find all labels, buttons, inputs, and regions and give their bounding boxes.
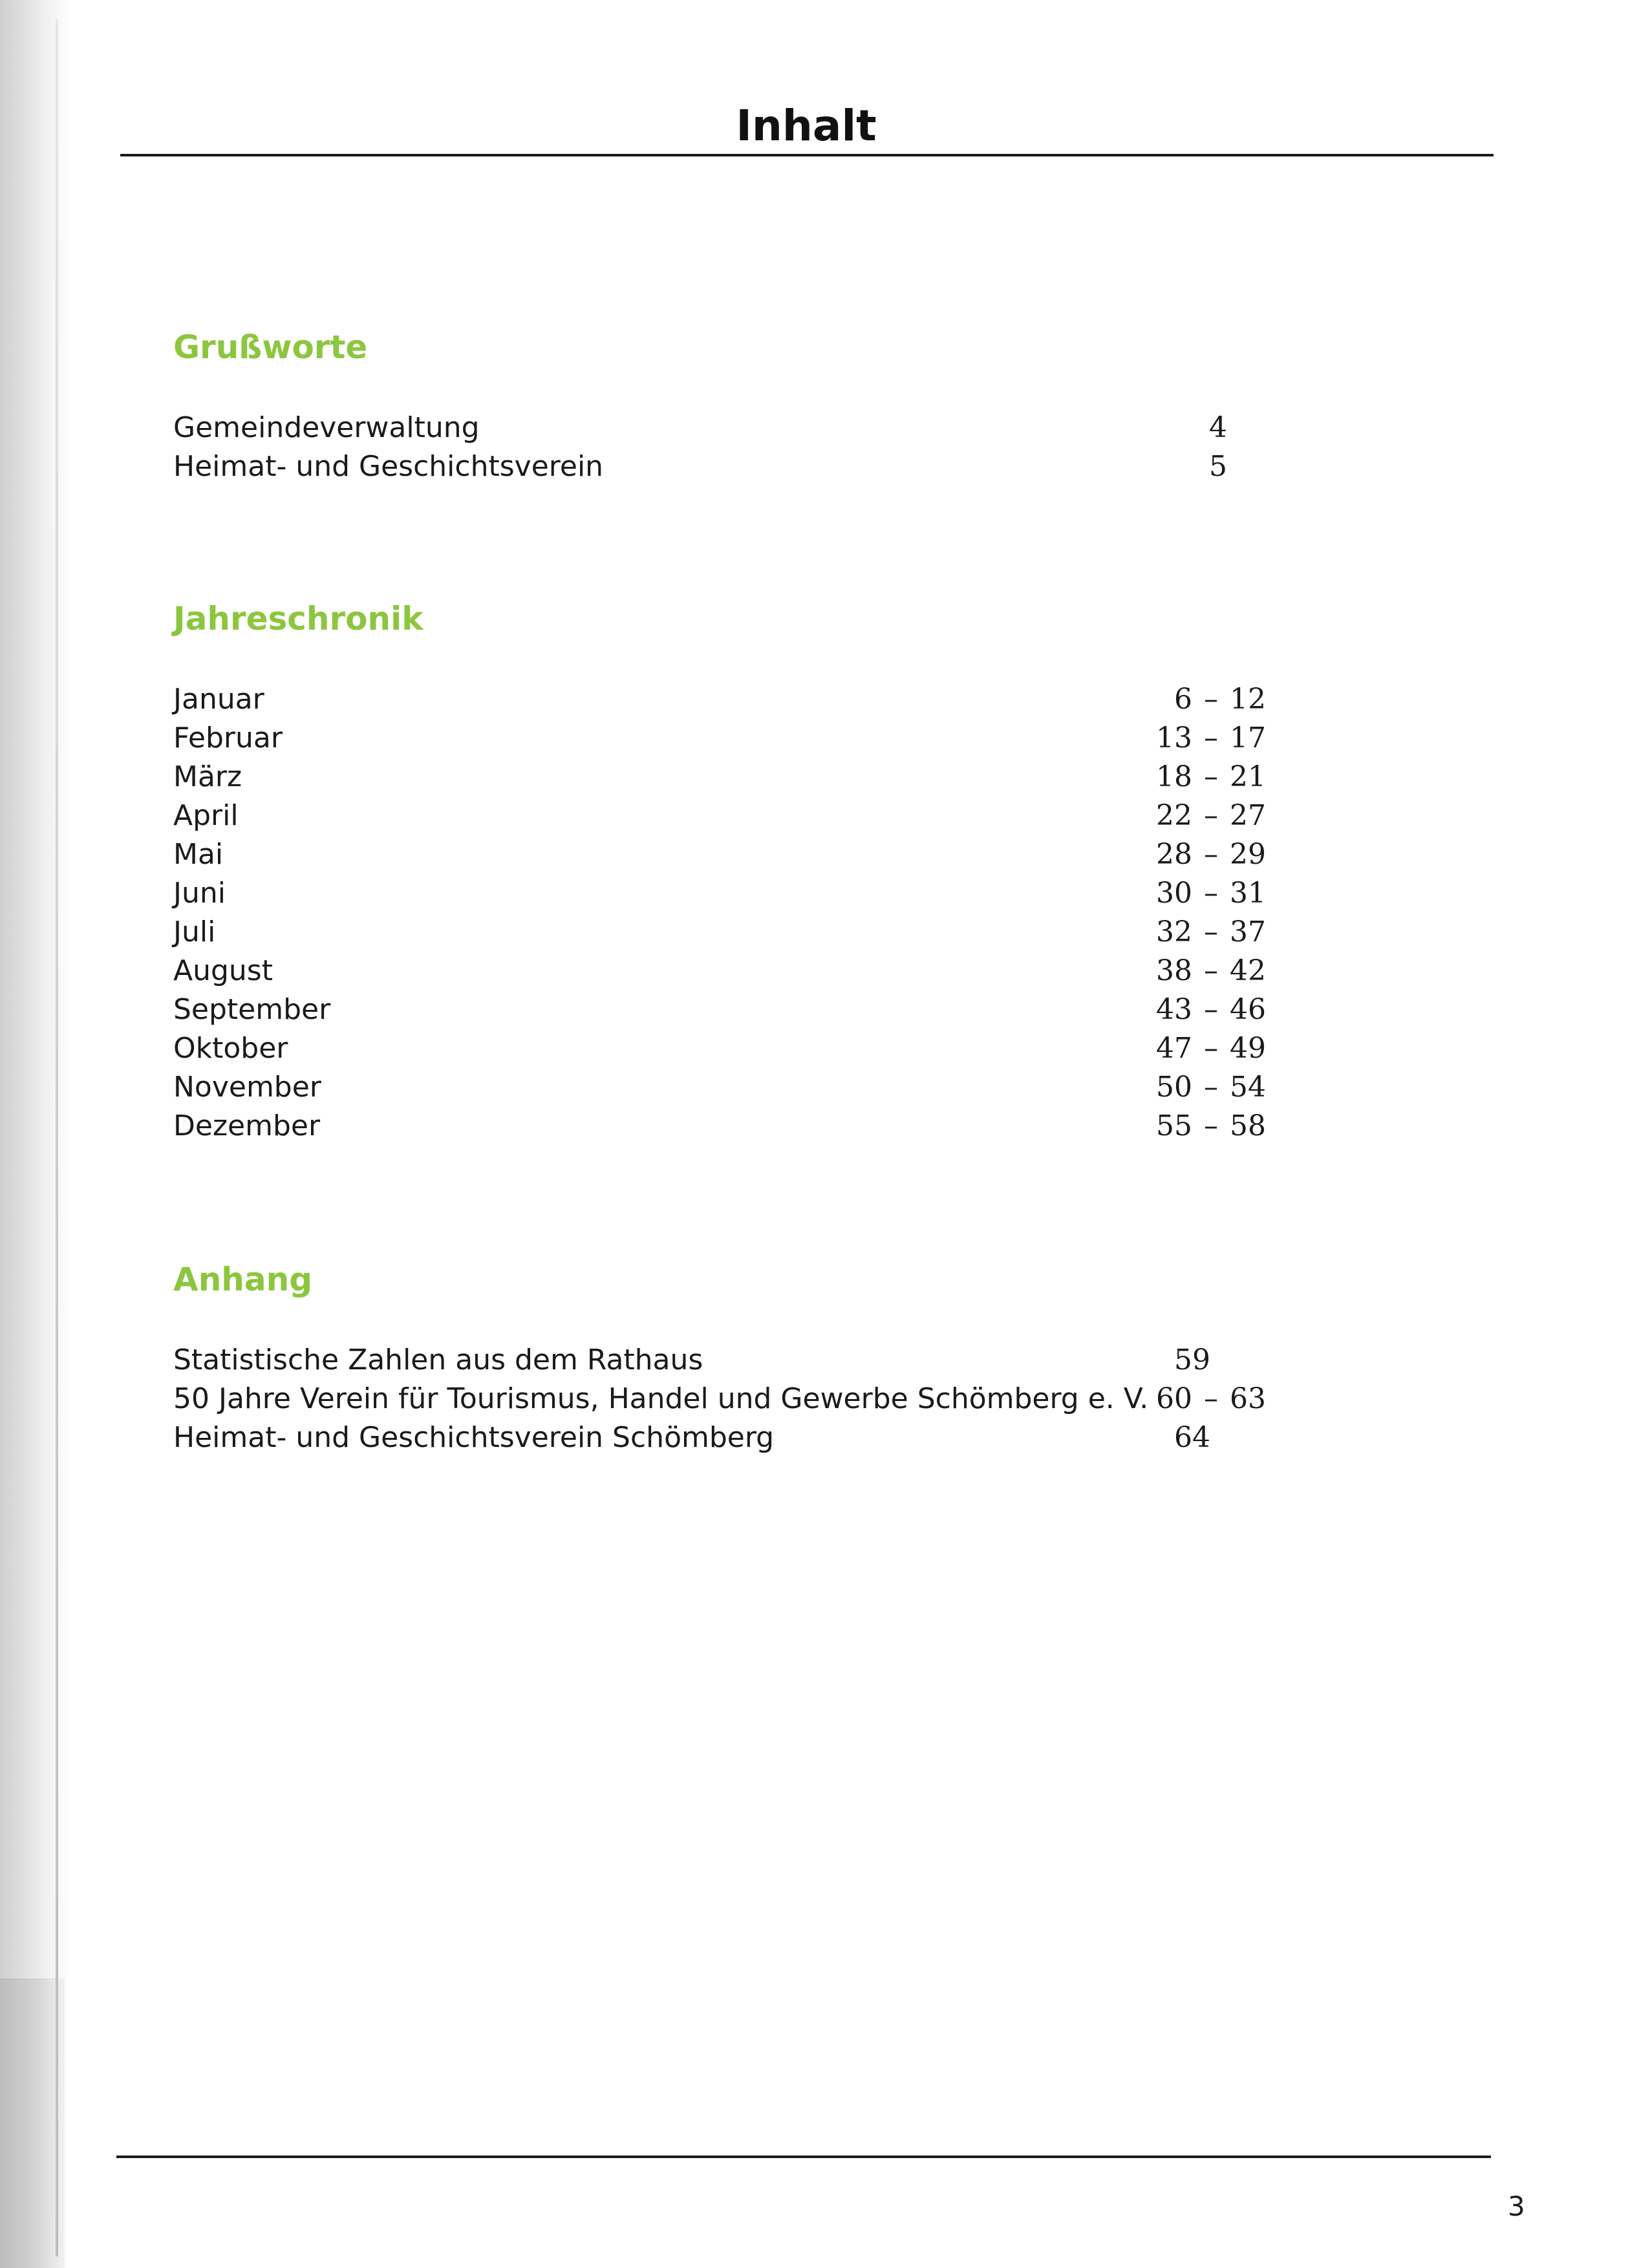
toc-entry — [173, 409, 1337, 447]
toc-entry — [173, 447, 1337, 486]
page-range-dash: – — [1204, 993, 1218, 1026]
toc-entry-pages — [1151, 1029, 1266, 1068]
title-rule — [120, 154, 1494, 156]
scan-binding-edge — [56, 19, 58, 2256]
page-start: 22 — [1156, 799, 1192, 832]
page-number: 3 — [1508, 2190, 1525, 2222]
toc-entry-pages — [1151, 1380, 1266, 1418]
toc-entry-pages — [1151, 719, 1266, 758]
toc-entry-label: Heimat- und Geschichtsverein Schömberg — [173, 1421, 775, 1454]
section-heading-grussworte: Grußworte — [173, 328, 368, 366]
toc-list-grussworte — [173, 409, 1337, 486]
page-end: 49 — [1230, 1032, 1266, 1065]
page-start: 50 — [1156, 1071, 1192, 1104]
page-range-dash: – — [1204, 683, 1218, 716]
page-end: 17 — [1230, 722, 1266, 754]
toc-entry-pages — [1151, 797, 1266, 835]
page-range-dash: – — [1204, 1032, 1218, 1065]
toc-entry — [173, 719, 1337, 758]
toc-entry-pages — [1151, 835, 1266, 874]
toc-entry — [173, 1380, 1337, 1418]
page-range-dash: – — [1204, 722, 1218, 754]
toc-entry — [173, 797, 1337, 835]
page-start: 55 — [1156, 1109, 1192, 1142]
page-start: 6 — [1174, 683, 1192, 716]
page-start: 13 — [1156, 722, 1192, 754]
toc-entry — [173, 1418, 1337, 1457]
page-start: 43 — [1156, 993, 1192, 1026]
page-range-dash: – — [1204, 838, 1218, 871]
toc-entry-pages — [1151, 990, 1266, 1029]
toc-entry — [173, 913, 1337, 952]
page-start: 47 — [1156, 1032, 1192, 1065]
toc-entry-label: März — [173, 760, 242, 793]
toc-entry-label: Heimat- und Geschichtsverein — [173, 450, 604, 483]
page-range-dash: – — [1204, 799, 1218, 832]
page-start: 32 — [1156, 915, 1192, 948]
scan-binding-shadow-lower — [0, 1978, 65, 2268]
page-start: 30 — [1156, 877, 1192, 910]
scan-binding-shadow — [0, 0, 71, 2268]
toc-entry — [173, 1107, 1337, 1146]
toc-entry — [173, 835, 1337, 874]
page-end: 31 — [1230, 877, 1266, 910]
toc-entry-pages — [1151, 1107, 1266, 1146]
toc-list-anhang — [173, 1341, 1337, 1457]
toc-entry-label: Januar — [173, 683, 264, 716]
toc-entry-label: Juli — [173, 915, 216, 948]
toc-entry — [173, 990, 1337, 1029]
toc-entry — [173, 758, 1337, 797]
page-range-dash: – — [1204, 760, 1218, 793]
page-end: 12 — [1230, 683, 1266, 716]
toc-entry-label: Dezember — [173, 1109, 321, 1142]
section-heading-anhang: Anhang — [173, 1261, 313, 1298]
toc-entry-label: Mai — [173, 838, 224, 871]
page-end: 27 — [1230, 799, 1266, 832]
page-end: 63 — [1230, 1382, 1266, 1415]
toc-entry — [173, 1068, 1337, 1107]
page-start: 4 — [1209, 411, 1227, 444]
page-start: 28 — [1156, 838, 1192, 871]
toc-entry — [173, 680, 1337, 719]
toc-entry-label: September — [173, 993, 331, 1026]
footer-rule — [116, 2156, 1491, 2158]
toc-entry-pages — [1151, 874, 1266, 913]
toc-entry-label: Oktober — [173, 1032, 288, 1065]
toc-entry-pages — [1151, 1068, 1266, 1107]
page-range-dash: – — [1204, 1109, 1218, 1142]
toc-entry — [173, 952, 1337, 990]
page-start: 60 — [1156, 1382, 1192, 1415]
toc-entry-label: Februar — [173, 722, 283, 754]
toc-entry-pages — [1169, 1418, 1210, 1457]
toc-entry — [173, 1029, 1337, 1068]
page-end: 21 — [1230, 760, 1266, 793]
page-range-dash: – — [1204, 877, 1218, 910]
page-end: 42 — [1230, 954, 1266, 987]
toc-list-jahreschronik — [173, 680, 1337, 1146]
toc-entry-pages — [1151, 913, 1266, 952]
toc-entry-label: November — [173, 1071, 321, 1104]
page-title: Inhalt — [736, 101, 877, 151]
toc-entry-label: Juni — [173, 877, 226, 910]
toc-entry-pages — [1169, 1341, 1210, 1380]
toc-entry-label: Statistische Zahlen aus dem Rathaus — [173, 1343, 703, 1376]
page-end: 37 — [1230, 915, 1266, 948]
toc-entry — [173, 1341, 1337, 1380]
page-start: 59 — [1174, 1343, 1210, 1376]
toc-entry-pages — [1186, 409, 1227, 447]
toc-entry — [173, 874, 1337, 913]
page-range-dash: – — [1204, 954, 1218, 987]
page-start: 18 — [1156, 760, 1192, 793]
toc-entry-pages — [1151, 952, 1266, 990]
page-end: 46 — [1230, 993, 1266, 1026]
page-end: 29 — [1230, 838, 1266, 871]
page-start: 38 — [1156, 954, 1192, 987]
toc-entry-label: August — [173, 954, 273, 987]
toc-entry-label: 50 Jahre Verein für Tourismus, Handel und Gewerbe Schömberg e. V. — [173, 1382, 1149, 1415]
toc-entry-pages — [1186, 447, 1227, 486]
page-end: 54 — [1230, 1071, 1266, 1104]
page-start: 5 — [1209, 450, 1227, 483]
toc-entry-label: Gemeindeverwaltung — [173, 411, 480, 444]
toc-entry-pages — [1151, 758, 1266, 797]
page-range-dash: – — [1204, 1382, 1218, 1415]
page-range-dash: – — [1204, 1071, 1218, 1104]
section-heading-jahreschronik: Jahreschronik — [173, 600, 423, 637]
toc-entry-label: April — [173, 799, 239, 832]
toc-entry-pages — [1151, 680, 1266, 719]
page-range-dash: – — [1204, 915, 1218, 948]
page-start: 64 — [1174, 1421, 1210, 1454]
page-end: 58 — [1230, 1109, 1266, 1142]
